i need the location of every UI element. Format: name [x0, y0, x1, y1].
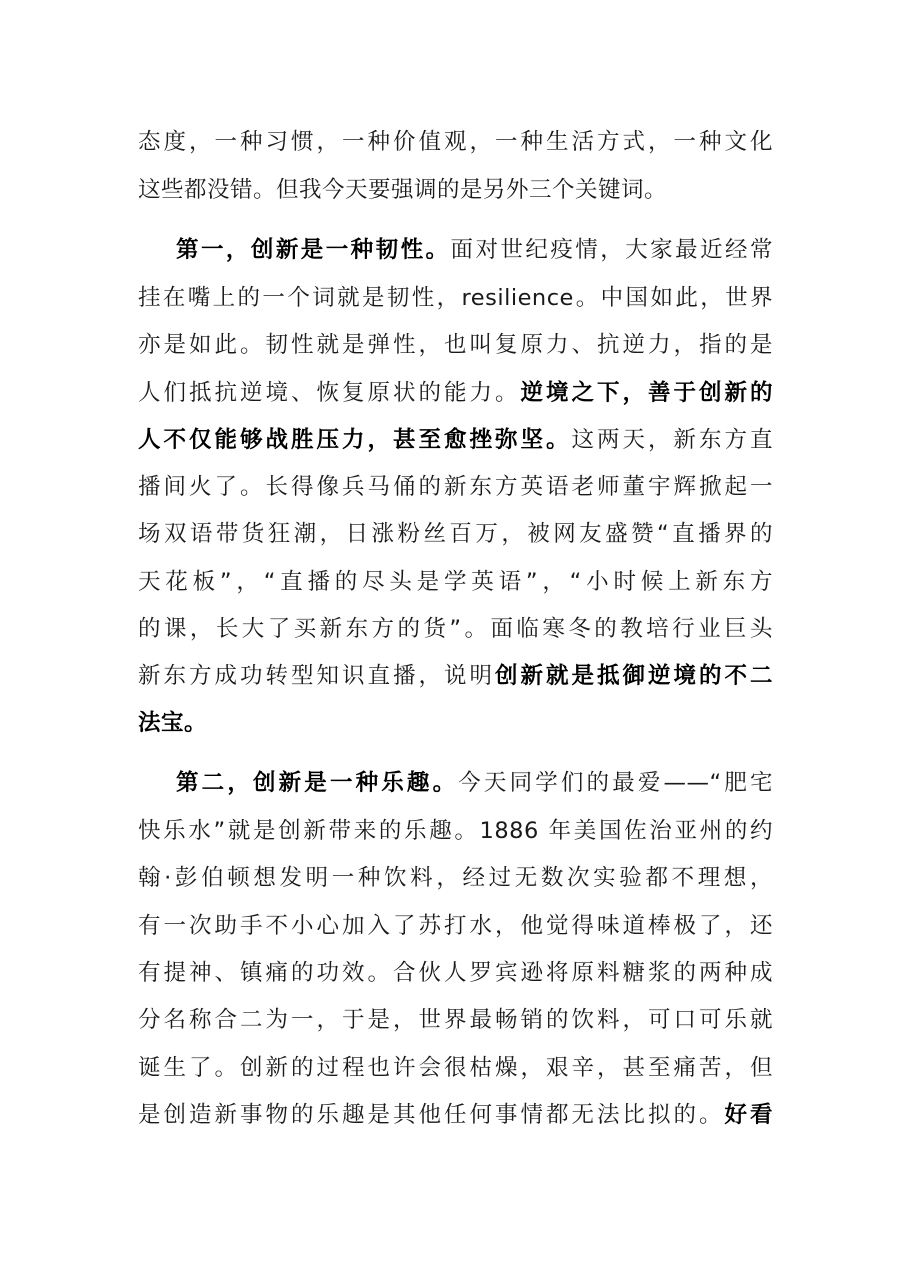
text-line: [138, 514, 773, 554]
text-segment: 播间火了。长得像兵马俑的新东方英语老师董宇辉掀起一: [138, 474, 773, 500]
text-line: [138, 562, 773, 602]
text-segment: 今天同学们的最爱——“肥宅: [458, 770, 773, 796]
text-segment: 诞生了。创新的过程也许会很枯燥，艰辛，甚至痛苦，但: [138, 1055, 773, 1081]
text-segment: 新东方成功转型知识直播，说明: [138, 663, 495, 689]
text-line: [138, 122, 773, 162]
text-line: [138, 1048, 773, 1088]
text-line: [138, 656, 773, 696]
text-line: [138, 703, 773, 743]
text-segment: 这两天，新东方直: [571, 427, 773, 453]
section-heading-second: 第二，创新是一种乐趣。: [176, 770, 459, 796]
text-line: [138, 170, 773, 210]
text-segment: 有提神、镇痛的功效。合伙人罗宾逊将原料糖浆的两种成: [138, 960, 773, 986]
text-segment: 场双语带货狂潮，日涨粉丝百万，被网友盛赞“直播界的: [138, 521, 773, 547]
text-line: [138, 811, 773, 851]
text-segment: 翰·彭伯顿想发明一种饮料，经过无数次实验都不理想，: [138, 865, 773, 891]
text-segment: 天花板”，“直播的尽头是学英语”，“小时候上新东方: [138, 569, 773, 595]
text-line: [138, 1000, 773, 1040]
text-line: [138, 953, 773, 993]
text-segment: 这些都没错。但我今天要强调的是另外三个关键词。: [138, 177, 668, 203]
text-line: [138, 1095, 773, 1135]
text-line: [138, 420, 773, 460]
text-segment: 有一次助手不小心加入了苏打水，他觉得味道棒极了，还: [138, 913, 773, 939]
text-segment: 人们抵抗逆境、恢复原状的能力。: [138, 380, 521, 406]
text-segment: 挂在嘴上的一个词就是韧性，resilience。中国如此，世界: [138, 285, 773, 311]
text-segment: 面对世纪疫情，大家最近经常: [450, 237, 773, 263]
text-segment: 态度，一种习惯，一种价值观，一种生活方式，一种文化: [138, 129, 773, 155]
emphasis-text: 好看: [724, 1102, 773, 1128]
emphasis-text: 创新就是抵御逆境的不二: [494, 663, 773, 689]
emphasis-text: 法宝。: [138, 710, 208, 736]
text-line: [138, 906, 773, 946]
paragraph-first-line: [176, 230, 773, 270]
paragraph-first-line: [176, 763, 773, 803]
text-line: [138, 373, 773, 413]
text-line: [138, 325, 773, 365]
text-line: [138, 609, 773, 649]
section-heading-first: 第一，创新是一种韧性。: [176, 237, 451, 263]
emphasis-text: 人不仅能够战胜压力，甚至愈挫弥坚。: [138, 427, 572, 453]
text-segment: 亦是如此。韧性就是弹性，也叫复原力、抗逆力，指的是: [138, 332, 773, 358]
text-segment: 的课，长大了买新东方的货”。面临寒冬的教培行业巨头: [138, 616, 773, 642]
text-line: [138, 278, 773, 318]
text-line: [138, 467, 773, 507]
emphasis-text: 逆境之下，善于创新的: [520, 380, 773, 406]
text-segment: 快乐水”就是创新带来的乐趣。1886 年美国佐治亚州的约: [138, 818, 773, 844]
text-segment: 分名称合二为一，于是，世界最畅销的饮料，可口可乐就: [138, 1007, 773, 1033]
text-line: [138, 858, 773, 898]
text-segment: 是创造新事物的乐趣是其他任何事情都无法比拟的。: [138, 1102, 725, 1128]
